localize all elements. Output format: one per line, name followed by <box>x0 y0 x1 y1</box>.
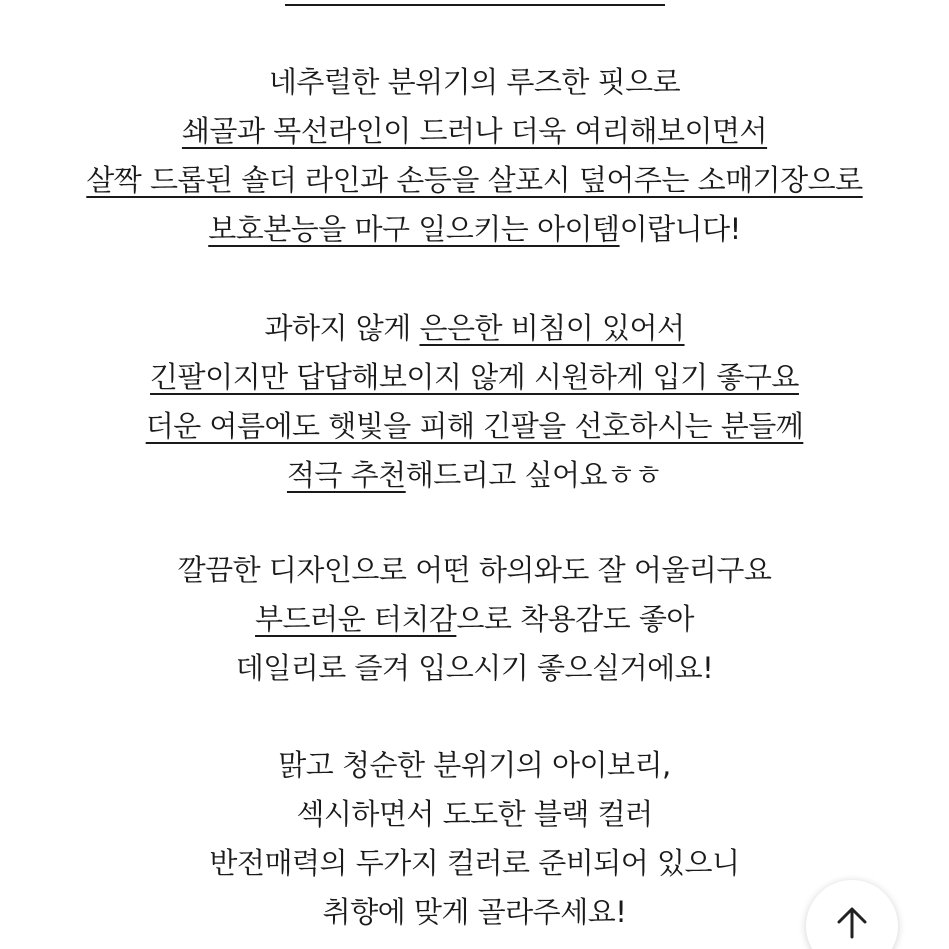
line-text: 반전매력의 두가지 컬러로 준비되어 있으니 <box>209 846 740 880</box>
description-line <box>0 62 949 102</box>
line-text: 섹시하면서 도도한 블랙 컬러 <box>296 797 653 831</box>
underlined-text: 적극 추천 <box>286 458 406 492</box>
line-text: 해드리고 싶어요ㅎㅎ <box>405 458 663 492</box>
description-line <box>0 209 949 249</box>
underlined-text: 보호본능을 마구 일으키는 아이템 <box>208 212 620 246</box>
description-line <box>0 550 949 590</box>
underlined-text: 은은한 비침이 있어서 <box>419 311 685 345</box>
line-text: 취향에 맞게 골라주세요! <box>322 895 627 929</box>
description-line <box>0 745 949 785</box>
description-line <box>0 794 949 834</box>
line-text: 맑고 청순한 분위기의 아이보리, <box>278 748 671 782</box>
description-line <box>0 160 949 200</box>
underlined-text: 살짝 드롭된 숄더 라인과 손등을 살포시 덮어주는 소매기장으로 <box>86 163 863 197</box>
line-text: 과하지 않게 <box>264 311 420 345</box>
description-line <box>0 648 949 688</box>
underlined-text: 더운 여름에도 햇빛을 피해 긴팔을 선호하시는 분들께 <box>145 409 804 443</box>
line-text: 네추럴한 분위기의 루즈한 핏으로 <box>268 65 681 99</box>
description-line <box>0 599 949 639</box>
underlined-text: 긴팔이지만 답답해보이지 않게 시원하게 입기 좋구요 <box>150 360 799 394</box>
underlined-text: 부드러운 터치감 <box>255 602 457 636</box>
description-line <box>0 308 949 348</box>
arrow-up-icon <box>835 906 869 940</box>
description-line <box>0 455 949 495</box>
description-line <box>0 111 949 151</box>
description-line <box>0 843 949 883</box>
line-text: 이랍니다! <box>619 212 741 246</box>
line-text: 데일리로 즐겨 입으시기 좋으실거에요! <box>235 651 714 685</box>
line-text: 으로 착용감도 좋아 <box>456 602 694 636</box>
description-line <box>0 357 949 397</box>
underlined-text: 쇄골과 목선라인이 드러나 더욱 여리해보이면서 <box>181 114 768 148</box>
line-text: 깔끔한 디자인으로 어떤 하의와도 잘 어울리구요 <box>177 553 772 587</box>
clipped-top-line <box>0 0 949 16</box>
description-line <box>0 406 949 446</box>
